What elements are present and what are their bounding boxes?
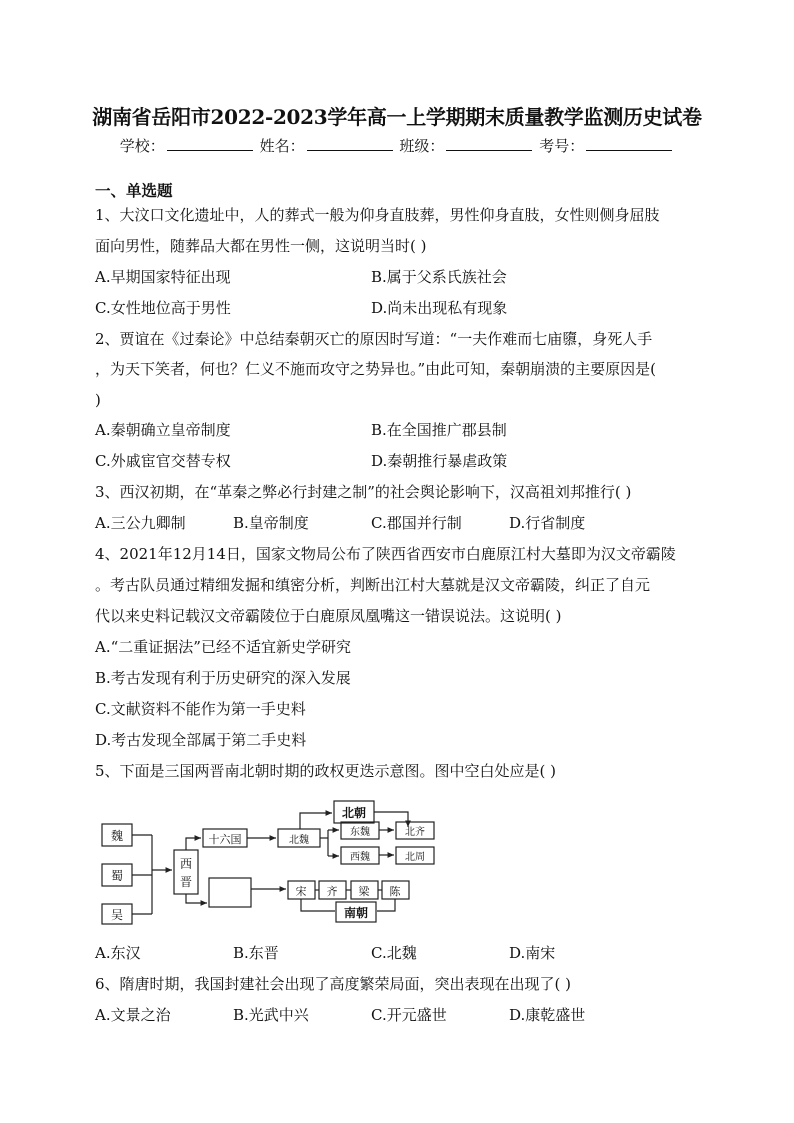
beizhou-label: 北周 [405, 852, 425, 863]
xijin-label-jin: 晋 [179, 875, 193, 889]
q1-option-d[interactable]: D.尚未出现私有现象 [371, 299, 508, 317]
q5-stem-line-1: 5、下面是三国两晋南北朝时期的政权更迭示意图。图中空白处应是( ) [95, 762, 557, 780]
q4-option-c[interactable]: C.文献资料不能作为第一手史料 [95, 700, 306, 718]
wei-label: 魏 [110, 829, 124, 843]
q3-stem-line-1: 3、西汉初期，在“革秦之弊必行封建之制”的社会舆论影响下，汉高祖刘邦推行( ) [95, 483, 632, 501]
q1-stem-line-1: 1、大汶口文化遗址中，人的葬式一般为仰身直肢葬，男性仰身直肢，女性则侧身屈肢 [95, 206, 660, 224]
q2-option-c[interactable]: C.外戚宦官交替专权 [95, 452, 231, 470]
school-label: 学校： [119, 137, 165, 155]
qi-label: 齐 [326, 885, 338, 898]
q2-stem-line-2: ，为天下笑者，何也？仁义不施而攻守之势异也。”由此可知，秦朝崩溃的主要原因是( [95, 360, 657, 378]
shiliuguo-label: 十六国 [208, 833, 242, 846]
beichao-label: 北朝 [341, 806, 367, 820]
q2-stem-line-3: ) [95, 391, 101, 409]
wu-label: 吴 [110, 908, 124, 922]
class-label: 班级： [399, 137, 445, 155]
liang-label: 梁 [358, 885, 370, 898]
blank-answer-box [209, 878, 251, 907]
dongwei-label: 东魏 [350, 827, 370, 838]
q2-option-a[interactable]: A.秦朝确立皇帝制度 [95, 421, 231, 439]
q2-option-d[interactable]: D.秦朝推行暴虐政策 [371, 452, 508, 470]
exam-number-label: 考号： [539, 137, 585, 155]
q6-option-a[interactable]: A.文景之治 [95, 1006, 171, 1024]
q3-option-a[interactable]: A.三公九卿制 [95, 514, 186, 532]
q1-stem-line-2: 面向男性，随葬品大都在男性一侧，这说明当时( ) [95, 237, 427, 255]
xijin-label-xi: 西 [179, 857, 193, 871]
q3-option-d[interactable]: D.行省制度 [509, 514, 586, 532]
xiwei-label: 西魏 [350, 852, 370, 863]
q6-option-c[interactable]: C.开元盛世 [371, 1006, 447, 1024]
q4-option-b[interactable]: B.考古发现有利于历史研究的深入发展 [95, 669, 351, 687]
exam-title: 湖南省岳阳市2022-2023学年高一上学期期末质量教学监测历史试卷 [92, 105, 702, 129]
q1-option-c[interactable]: C.女性地位高于男性 [95, 299, 231, 317]
q4-option-a[interactable]: A.“二重证据法”已经不适宜新史学研究 [95, 638, 351, 656]
q4-stem-line-1: 4、2021年12月14日，国家文物局公布了陕西省西安市白鹿原江村大墓即为汉文帝霸陵 [95, 545, 676, 563]
q2-stem-line-1: 2、贾谊在《过秦论》中总结秦朝灭亡的原因时写道：“一夫作难而七庙隳，身死人手 [95, 330, 653, 348]
q4-stem-line-3: 代以来史料记载汉文帝霸陵位于白鹿原凤凰嘴这一错误说法。这说明( ) [95, 607, 562, 625]
song-label: 宋 [295, 885, 307, 898]
q5-option-b[interactable]: B.东晋 [233, 944, 279, 962]
q3-option-c[interactable]: C.郡国并行制 [371, 514, 462, 532]
chen-label: 陈 [389, 885, 401, 898]
q1-option-a[interactable]: A.早期国家特征出现 [95, 268, 231, 286]
q6-stem-line-1: 6、隋唐时期，我国封建社会出现了高度繁荣局面，突出表现在出现了( ) [95, 975, 572, 993]
q6-option-d[interactable]: D.康乾盛世 [509, 1006, 586, 1024]
shu-label: 蜀 [110, 869, 124, 883]
q6-option-b[interactable]: B.光武中兴 [233, 1006, 309, 1024]
beiwei-label: 北魏 [289, 835, 309, 846]
beiqi-label: 北齐 [405, 827, 425, 838]
q3-option-b[interactable]: B.皇帝制度 [233, 514, 309, 532]
section-title: 一、单选题 [95, 181, 173, 200]
q4-option-d[interactable]: D.考古发现全部属于第二手史料 [95, 731, 307, 749]
q4-stem-line-2: 。考古队员通过精细发掘和缜密分析，判断出江村大墓就是汉文帝霸陵，纠正了自元 [95, 576, 651, 594]
q5-option-a[interactable]: A.东汉 [95, 944, 141, 962]
q2-option-b[interactable]: B.在全国推广郡县制 [371, 421, 507, 439]
name-label: 姓名： [259, 137, 305, 155]
q5-option-c[interactable]: C.北魏 [371, 944, 417, 962]
nanchao-label: 南朝 [343, 906, 369, 920]
q1-option-b[interactable]: B.属于父系氏族社会 [371, 268, 507, 286]
q5-option-d[interactable]: D.南宋 [509, 944, 556, 962]
